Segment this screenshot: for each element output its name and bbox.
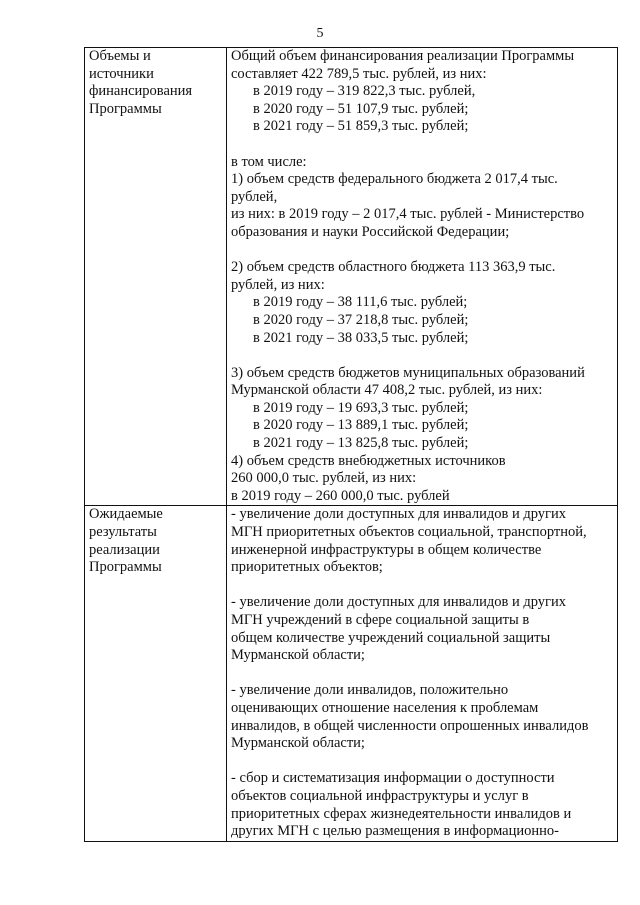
content-line: в 2021 году – 13 825,8 тыс. рублей;: [253, 435, 469, 452]
content-line: в 2019 году – 19 693,3 тыс. рублей;: [253, 399, 469, 416]
content-line: объектов социальной инфраструктуры и услуг в: [231, 787, 529, 804]
content-line: 2) объем средств областного бюджета 113 363,9 тыс.: [231, 259, 556, 276]
blank-line: [231, 577, 614, 595]
content-line: МГН учреждений в сфере социальной защиты в: [231, 612, 530, 628]
content-line: составляет 422 789,5 тыс. рублей, из них:: [231, 65, 487, 82]
table-row-financing: [85, 48, 618, 506]
content-line: - увеличение доли доступных для инвалидов и других: [231, 594, 566, 611]
row-label-line: источники: [89, 65, 154, 82]
content-line: Мурманской области;: [231, 647, 365, 664]
blank-line: [231, 753, 614, 771]
financing-content-cell: [227, 48, 618, 506]
blank-line: [231, 136, 614, 154]
content-line: рублей, из них:: [231, 276, 325, 293]
row-label-line: Ожидаемые: [89, 506, 163, 523]
content-line: оценивающих отношение населения к проблемам: [231, 699, 539, 716]
content-line: 1) объем средств федерального бюджета 2 017,4 тыс.: [231, 171, 558, 188]
row-label-line: Объемы и: [89, 48, 151, 64]
content-line: - сбор и систематизация информации о доступности: [231, 770, 555, 787]
content-line: в том числе:: [231, 153, 307, 170]
content-line: в 2020 году – 51 107,9 тыс. рублей;: [253, 100, 469, 117]
content-line: 3) объем средств бюджетов муниципальных образований: [231, 364, 585, 381]
content-line: в 2019 году – 260 000,0 тыс. рублей: [231, 487, 450, 504]
content-line: общем количестве учреждений социальной защиты: [231, 629, 551, 646]
content-line: 4) объем средств внебюджетных источников: [231, 452, 506, 469]
blank-line: [231, 242, 614, 260]
table-row-expected-results: [85, 506, 618, 841]
content-line: в 2019 году – 319 822,3 тыс. рублей,: [253, 83, 476, 100]
blank-line: [231, 347, 614, 365]
row-label-line: реализации: [89, 541, 160, 558]
content-line: МГН приоритетных объектов социальной, транспортной,: [231, 524, 587, 541]
content-line: приоритетных объектов;: [231, 559, 383, 576]
page-number: 5: [316, 26, 324, 41]
content-line: инженерной инфраструктуры в общем количестве: [231, 541, 542, 558]
content-line: в 2020 году – 13 889,1 тыс. рублей;: [253, 417, 469, 434]
program-passport-table: [84, 47, 618, 842]
content-line: инвалидов, в общей численности опрошенных инвалидов: [231, 717, 589, 734]
content-line: Общий объем финансирования реализации Программы: [231, 48, 575, 64]
content-line: - увеличение доли доступных для инвалидов и других: [231, 506, 566, 523]
content-line: из них: в 2019 году – 2 017,4 тыс. рублей - Министерство: [231, 206, 585, 223]
row-label-line: финансирования: [89, 83, 193, 100]
content-line: в 2020 году – 37 218,8 тыс. рублей;: [253, 311, 469, 328]
row-label-line: Программы: [89, 100, 162, 117]
content-line: Мурманской области 47 408,2 тыс. рублей, из них:: [231, 382, 543, 399]
row-label-line: Программы: [89, 559, 162, 576]
row-label-cell: [85, 506, 227, 841]
content-line: других МГН с целью размещения в информационно-: [231, 823, 559, 840]
content-line: - увеличение доли инвалидов, положительно: [231, 682, 509, 699]
blank-line: [231, 665, 614, 683]
content-line: 260 000,0 тыс. рублей, из них:: [231, 470, 417, 487]
content-line: в 2021 году – 51 859,3 тыс. рублей;: [253, 118, 469, 135]
expected-results-content-cell: [227, 506, 618, 841]
content-line: приоритетных сферах жизнедеятельности инвалидов и: [231, 805, 572, 822]
content-line: образования и науки Российской Федерации;: [231, 223, 510, 240]
row-label-cell: [85, 48, 227, 506]
content-line: в 2021 году – 38 033,5 тыс. рублей;: [253, 329, 469, 346]
content-line: в 2019 году – 38 111,6 тыс. рублей;: [253, 294, 468, 311]
content-line: Мурманской области;: [231, 735, 365, 752]
content-line: рублей,: [231, 188, 278, 205]
row-label-line: результаты: [89, 524, 157, 541]
